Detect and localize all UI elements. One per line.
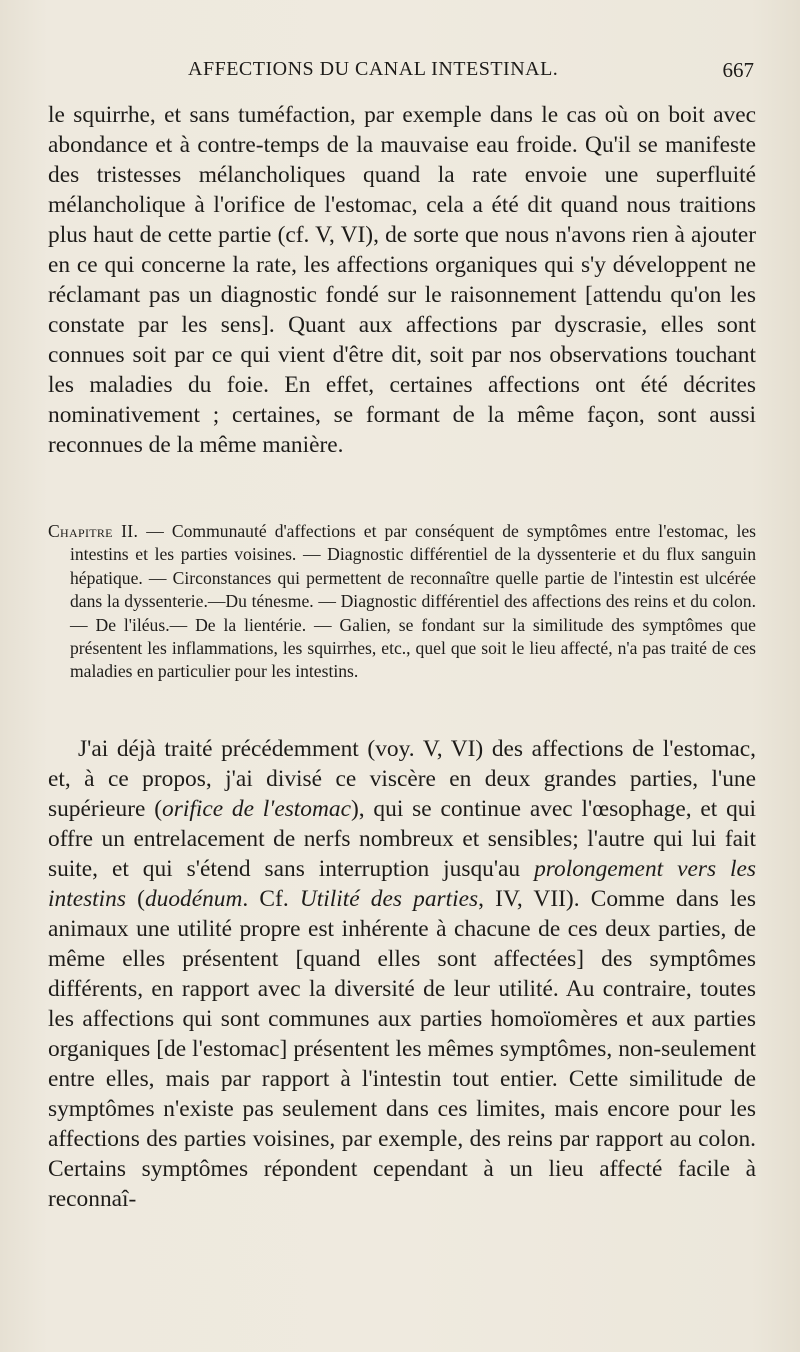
chapter-summary bbox=[48, 520, 756, 684]
text-run: . Cf. bbox=[242, 886, 300, 912]
paragraph-continued: le squirrhe, et sans tuméfaction, par exemple dans le cas où on boit avec abondance et à contre-temps de la mauvaise eau froide. Qu'il se manifeste des tristesses mélancholiques quand la rate envoie une superfluité mélancholique à l'orifice de l'estomac, cela a été dit quand nous traitions plus haut de cette partie (cf. V, VI), de sorte que nous n'avons rien à ajouter en ce qui concerne la rate, les affections organiques qui s'y développent ne réclamant pas un diagnostic fondé sur le raisonnement [attendu qu'on les constate par les sens]. Quant aux affections par dyscrasie, elles sont connues soit par ce qui vient d'être dit, soit par nos observations touchant les maladies du foie. En effet, certaines affections ont été décrites nominativement ; certaines, se formant de la même façon, sont aussi reconnues de la même manière. bbox=[48, 102, 756, 458]
page-number: 667 bbox=[722, 58, 754, 82]
italic-term: prolongement vers les intestins bbox=[48, 856, 756, 912]
italic-term: Utilité des parties bbox=[299, 886, 479, 912]
text-run: ), qui se continue avec l'œsophage, et qui offre un entrelacement de nerfs nombreux et sensibles; l'autre qui lui fait suite, et qui s'étend sans interruption jusqu'au bbox=[48, 796, 756, 882]
italic-term: duodénum bbox=[144, 886, 243, 912]
italic-term: orifice de l'estomac bbox=[162, 796, 351, 822]
chapter-label: Chapitre II. bbox=[48, 521, 139, 541]
text-run: , IV, VII). Comme dans les animaux une utilité propre est inhérente à chacune de ces deux parties, de même elles présentent [quand elles sont affectées] des symptômes différents, en rapport avec la diversité de leur utilité. Au contraire, toutes les affections qui sont communes aux parties homoïomères et aux parties organiques [de l'estomac] présentent les mêmes symptômes, non-seulement entre elles, mais par rapport à l'intestin tout entier. Cette similitude de symptômes n'existe pas seulement dans ces limites, mais encore pour les affections des parties voisines, par exemple, des reins par rapport au colon. Certains symptômes répondent cependant à un lieu affecté facile à reconnaî- bbox=[48, 886, 756, 1212]
chapter-opening-paragraph bbox=[48, 734, 756, 1214]
chapter-summary-text: — Communauté d'affections et par conséquent de symptômes entre l'estomac, les intestins et les parties voisines. — Diagnostic différentiel de la dyssenterie et du flux sanguin hépatique. — Circonstances qui permettent de reconnaître quelle partie de l'intestin est ulcérée dans la dyssenterie.—Du ténesme. — Diagnostic différentiel des affections des reins et du colon. — De l'iléus.— De la lientérie. — Galien, se fondant sur la similitude des symptômes que présentent les inflammations, les squirrhes, etc., quel que soit le lieu affecté, n'a pas traité de ces maladies en particulier pour les intestins. bbox=[70, 521, 757, 682]
text-run: ( bbox=[125, 886, 145, 912]
text-run: J'ai déjà traité précédemment (voy. V, VI) des affections de l'estomac, et, à ce propos, j'ai divisé ce viscère en deux grandes parties, l'une supérieure ( bbox=[48, 736, 756, 822]
page-header bbox=[48, 58, 756, 88]
running-title: AFFECTIONS DU CANAL INTESTINAL. bbox=[188, 58, 559, 80]
